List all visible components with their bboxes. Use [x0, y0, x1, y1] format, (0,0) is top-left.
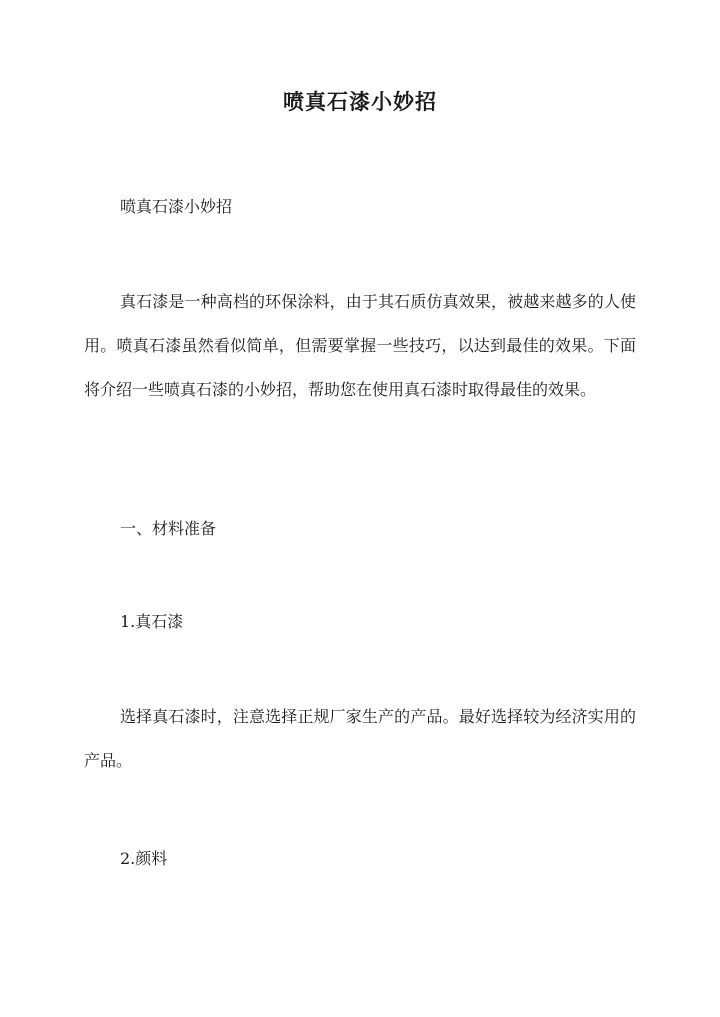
document-subtitle: 喷真石漆小妙招	[120, 197, 233, 216]
intro-paragraph: 真石漆是一种高档的环保涂料，由于其石质仿真效果，被越来越多的人使用。喷真石漆虽然看似简单，但需要掌握一些技巧，以达到最佳的效果。下面将介绍一些喷真石漆的小妙招，帮助您在使用真石漆时取得最佳的效果。	[84, 292, 636, 399]
item-heading-real-stone-paint: 1.真石漆	[120, 612, 184, 631]
document-title: 喷真石漆小妙招	[283, 89, 437, 114]
item-paragraph-real-stone-paint: 选择真石漆时，注意选择正规厂家生产的产品。最好选择较为经济实用的产品。	[84, 707, 636, 770]
section-heading-materials: 一、材料准备	[120, 519, 217, 538]
item-heading-pigment: 2.颜料	[120, 849, 168, 868]
